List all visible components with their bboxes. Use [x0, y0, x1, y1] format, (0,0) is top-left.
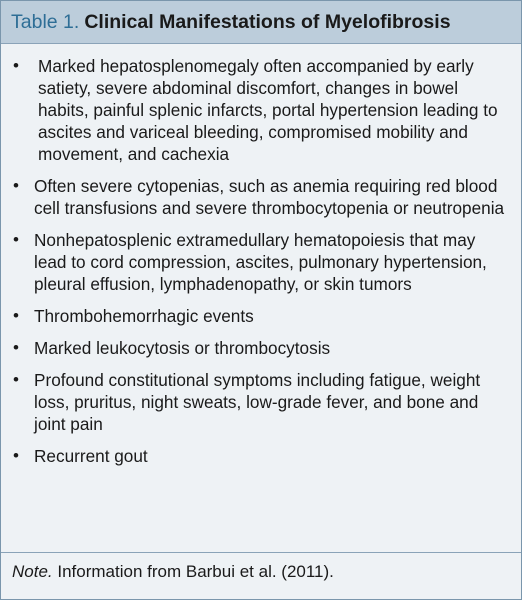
table-header	[1, 1, 521, 44]
bullet-icon: •	[13, 306, 19, 325]
list-item	[13, 229, 505, 305]
bullet-icon: •	[13, 230, 19, 249]
list-item-text: Marked hepatosplenomegaly often accompanied by early satiety, severe abdominal discomfort, changes in bowel habits, painful splenic infarcts, portal hypertension leading to ascites and variceal bleeding, compromised mobility and movement, and cachexia	[38, 56, 498, 164]
list-item-text: Nonhepatosplenic extramedullary hematopoiesis that may lead to cord compression, ascites, pulmonary hypertension, pleural effusion, lymphadenopathy, or skin tumors	[34, 230, 487, 294]
bullet-icon: •	[13, 56, 19, 75]
list-item	[13, 175, 505, 229]
list-item	[13, 305, 505, 337]
bullet-icon: •	[13, 370, 19, 389]
list-item-text: Profound constitutional symptoms including fatigue, weight loss, pruritus, night sweats, low-grade fever, and bone and joint pain	[34, 370, 481, 434]
bullet-icon: •	[13, 446, 19, 465]
bullet-icon: •	[13, 176, 19, 195]
table-number-label: Table 1.	[11, 10, 80, 33]
table-note	[1, 552, 521, 582]
list-item	[13, 337, 505, 369]
list-item-text: Thrombohemorrhagic events	[34, 306, 254, 326]
list-item-text: Recurrent gout	[34, 446, 148, 466]
table-title: Clinical Manifestations of Myelofibrosis	[84, 10, 451, 33]
list-item	[13, 445, 505, 477]
list-item-text: Often severe cytopenias, such as anemia requiring red blood cell transfusions and severe thrombocytopenia or neutropenia	[34, 176, 505, 218]
list-item	[13, 369, 505, 445]
list-item-text: Marked leukocytosis or thrombocytosis	[34, 338, 331, 358]
note-text: Information from Barbui et al. (2011).	[52, 562, 334, 581]
note-label: Note.	[12, 562, 53, 581]
bullet-icon: •	[13, 338, 19, 357]
list-item	[13, 55, 505, 175]
manifestations-list	[1, 44, 521, 477]
